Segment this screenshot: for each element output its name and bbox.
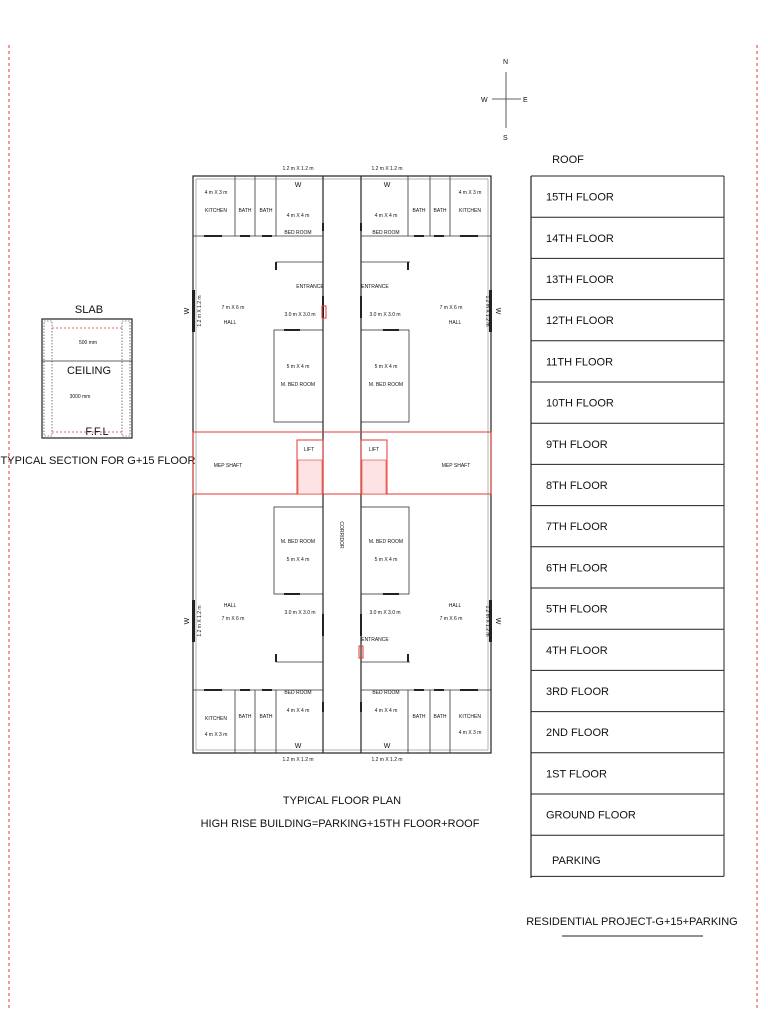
window-mark-bottom-right: W — [383, 743, 391, 750]
compass-n: N — [503, 59, 509, 66]
window-mark-left-lower: W — [184, 617, 191, 625]
lr-kitchen-size: 4 m X 3 m — [458, 730, 482, 736]
ll-master-label: M. BED ROOM — [280, 539, 316, 545]
ll-hall-label: HALL — [223, 603, 237, 609]
floor-label: 3RD FLOOR — [546, 686, 609, 698]
ll-bath-2: BATH — [259, 714, 273, 720]
floor-label: GROUND FLOOR — [546, 809, 636, 822]
ur-master-size: 5 m X 4 m — [374, 364, 398, 370]
door-marks — [204, 223, 478, 712]
floor-label: 8TH FLOOR — [546, 480, 608, 492]
stair-left — [298, 460, 322, 494]
window-size-bottom-right: 1.2 m X 1.2 m — [371, 757, 403, 763]
section-ceiling-dim: 3000 mm — [69, 394, 91, 400]
ur-bath-1: BATH — [412, 208, 426, 214]
ul-bath-2: BATH — [259, 208, 273, 214]
lift-right-label: LIFT — [368, 447, 380, 453]
floor-label: 2ND FLOOR — [546, 727, 609, 740]
lr-hall-label: HALL — [448, 603, 462, 609]
window-size-left-lower: 1.2 m X 1.2 m — [197, 605, 203, 637]
ll-master-size: 5 m X 4 m — [286, 557, 310, 563]
floor-label: 6TH FLOOR — [546, 562, 608, 575]
floor-label: 4TH FLOOR — [546, 644, 608, 657]
elevation — [526, 154, 738, 936]
window-mark-bottom-left: W — [294, 743, 302, 750]
stair-right — [362, 460, 386, 494]
plan-title: TYPICAL FLOOR PLAN — [282, 795, 402, 807]
compass-e: E — [523, 97, 528, 104]
window-size-left-upper: 1.2 m X 1.2 m — [197, 295, 203, 327]
section-caption: TYPICAL SECTION FOR G+15 FLOOR — [0, 455, 196, 467]
window-size-top-right: 1.2 m X 1.2 m — [371, 166, 403, 172]
floor-label: 10TH FLOOR — [546, 397, 614, 410]
entrance-top-right: ENTRANCE — [361, 284, 389, 290]
section-ffl-label: F.F.L — [85, 426, 109, 438]
ur-bedroom-label: BED ROOM — [372, 230, 400, 236]
floor-label: 9TH FLOOR — [546, 438, 608, 451]
lr-bath-2: BATH — [433, 714, 447, 720]
ur-hall-label: HALL — [448, 320, 462, 326]
ul-bedroom-size: 4 m X 4 m — [286, 213, 310, 219]
floor-label: 1ST FLOOR — [546, 768, 607, 781]
entrance-bottom: ENTRANCE — [361, 637, 389, 643]
ur-kitchen-label: KITCHEN — [459, 208, 481, 214]
north-arrow-compass — [481, 59, 528, 142]
ur-bedroom-size: 4 m X 4 m — [374, 213, 398, 219]
typical-section — [1, 304, 196, 467]
lift-left-label: LIFT — [303, 447, 315, 453]
floor-label: 15TH FLOOR — [546, 191, 614, 204]
mep-shaft-right-label: MEP SHAFT — [441, 463, 471, 469]
ll-kitchen-size: 4 m X 3 m — [204, 732, 228, 738]
lr-kitchen-label: KITCHEN — [459, 714, 481, 720]
ul-lobby-size: 3.0 m X 3.0 m — [284, 312, 316, 318]
lr-bath-1: BATH — [412, 714, 426, 720]
floor-label: 7TH FLOOR — [546, 521, 608, 534]
window-size-top-left: 1.2 m X 1.2 m — [282, 166, 314, 172]
lr-master-label: M. BED ROOM — [368, 539, 404, 545]
elevation-floor-rows — [531, 176, 724, 876]
mep-shaft-left-label: MEP SHAFT — [213, 463, 243, 469]
ur-lobby-size: 3.0 m X 3.0 m — [369, 312, 401, 318]
plan-subtitle: HIGH RISE BUILDING=PARKING+15TH FLOOR+ROOF — [200, 818, 480, 830]
ul-master-size: 5 m X 4 m — [286, 364, 310, 370]
floor-plan — [184, 166, 501, 830]
lr-lobby-size: 3.0 m X 3.0 m — [369, 610, 401, 616]
lr-bedroom-label: BED ROOM — [372, 690, 400, 696]
ul-kitchen-size: 4 m X 3 m — [204, 190, 228, 196]
lr-master-size: 5 m X 4 m — [374, 557, 398, 563]
elevation-roof-label: ROOF — [552, 154, 584, 166]
floor-label: 12TH FLOOR — [546, 315, 614, 328]
ur-kitchen-size: 4 m X 3 m — [458, 190, 482, 196]
ul-bedroom-label: BED ROOM — [284, 230, 312, 236]
ur-bath-2: BATH — [433, 208, 447, 214]
floor-label: 5TH FLOOR — [546, 603, 608, 616]
section-slab-label: SLAB — [74, 304, 104, 316]
section-slab-dim: 500 mm — [78, 340, 98, 346]
window-mark-left-upper: W — [184, 307, 191, 315]
lr-bedroom-size: 4 m X 4 m — [374, 708, 398, 714]
window-mark-top-left: W — [294, 182, 302, 189]
ur-hall-size: 7 m X 6 m — [439, 305, 463, 311]
compass-w: W — [481, 97, 488, 104]
project-title: RESIDENTIAL PROJECT-G+15+PARKING — [526, 916, 738, 928]
ul-bath-1: BATH — [238, 208, 252, 214]
ll-bedroom-label: BED ROOM — [284, 690, 312, 696]
compass-s: S — [503, 135, 508, 142]
ll-bedroom-size: 4 m X 4 m — [286, 708, 310, 714]
window-mark-right-lower: W — [494, 617, 501, 625]
lr-hall-size: 7 m X 6 m — [439, 616, 463, 622]
ul-hall-size: 7 m X 6 m — [221, 305, 245, 311]
floor-label: 14TH FLOOR — [546, 232, 614, 245]
corridor-label: CORRIDOR — [338, 521, 344, 549]
ll-kitchen-label: KITCHEN — [205, 716, 227, 722]
ul-kitchen-label: KITCHEN — [205, 208, 227, 214]
ll-lobby-size: 3.0 m X 3.0 m — [284, 610, 316, 616]
window-mark-top-right: W — [383, 182, 391, 189]
floor-label: 13TH FLOOR — [546, 274, 614, 286]
window-size-right-upper: 1.2 m X 1.2 m — [484, 295, 490, 327]
ul-hall-label: HALL — [223, 320, 237, 326]
ll-hall-size: 7 m X 6 m — [221, 616, 245, 622]
window-size-bottom-left: 1.2 m X 1.2 m — [282, 757, 314, 763]
floor-label: PARKING — [552, 854, 601, 867]
ul-master-label: M. BED ROOM — [280, 382, 316, 388]
ll-bath-1: BATH — [238, 714, 252, 720]
entrance-top-left: ENTRANCE — [296, 284, 324, 290]
window-size-right-lower: 1.2 m X 1.2 m — [484, 605, 490, 637]
window-mark-right-upper: W — [494, 307, 501, 315]
ur-master-label: M. BED ROOM — [368, 382, 404, 388]
floor-label: 11TH FLOOR — [546, 356, 614, 369]
section-ceiling-label: CEILING — [66, 365, 112, 377]
